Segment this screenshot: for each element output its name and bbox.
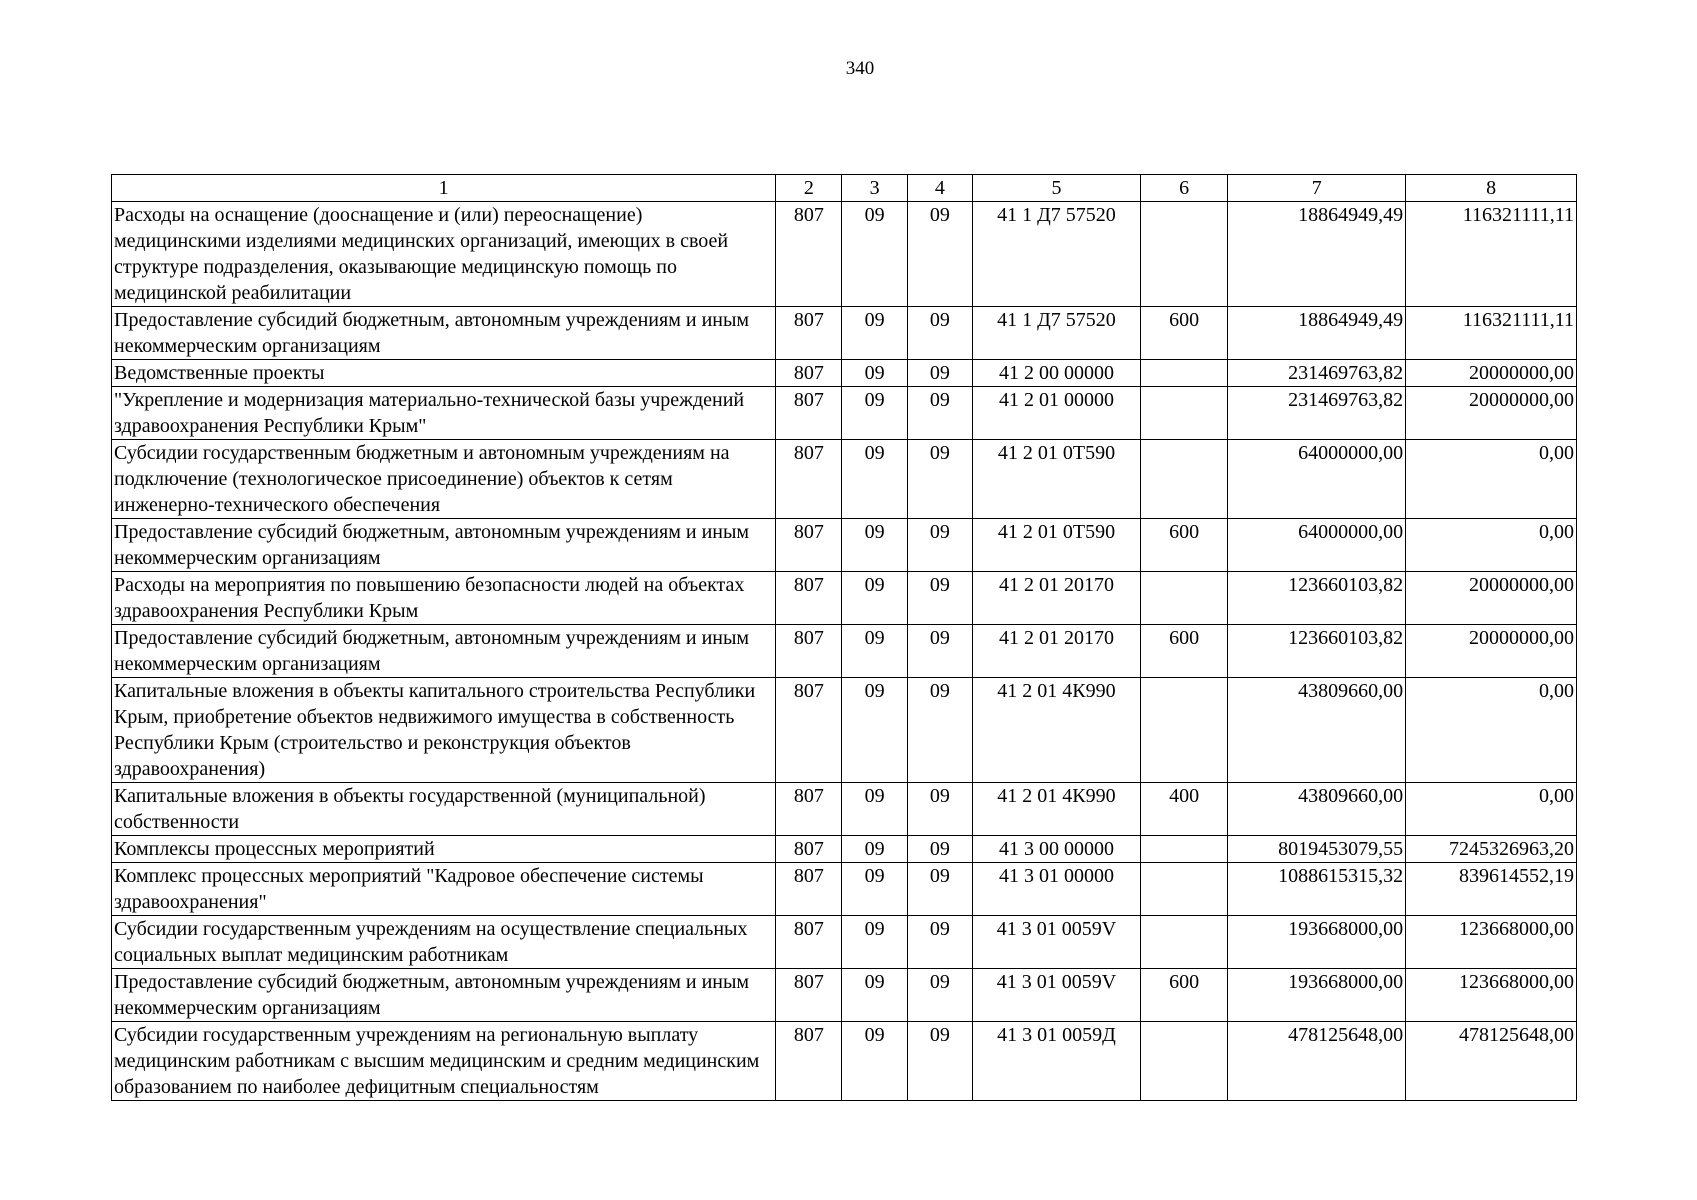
expense-type-cell [1140, 836, 1227, 863]
column-header: 7 [1228, 175, 1406, 202]
section-code-cell: 09 [842, 387, 907, 440]
department-code-cell: 807 [776, 307, 842, 360]
amount-year1-cell: 193668000,00 [1228, 969, 1406, 1022]
expense-type-cell [1140, 916, 1227, 969]
department-code-cell: 807 [776, 836, 842, 863]
expense-type-cell: 400 [1140, 783, 1227, 836]
amount-year2-cell: 0,00 [1406, 678, 1577, 783]
amount-year2-cell: 7245326963,20 [1406, 836, 1577, 863]
amount-year2-cell: 0,00 [1406, 440, 1577, 519]
section-code-cell: 09 [842, 519, 907, 572]
section-code-cell: 09 [842, 307, 907, 360]
expense-type-cell: 600 [1140, 519, 1227, 572]
target-article-cell: 41 3 01 0059Д [973, 1022, 1141, 1101]
amount-year1-cell: 8019453079,55 [1228, 836, 1406, 863]
subsection-code-cell: 09 [907, 783, 972, 836]
department-code-cell: 807 [776, 387, 842, 440]
amount-year2-cell: 839614552,19 [1406, 863, 1577, 916]
expense-name-cell: Предоставление субсидий бюджетным, автономным учреждениям и иным некоммерческим организациям [112, 519, 776, 572]
amount-year2-cell: 123668000,00 [1406, 916, 1577, 969]
amount-year2-cell: 116321111,11 [1406, 307, 1577, 360]
expense-name-cell: Предоставление субсидий бюджетным, автономным учреждениям и иным некоммерческим организациям [112, 625, 776, 678]
department-code-cell: 807 [776, 783, 842, 836]
target-article-cell: 41 2 01 20170 [973, 572, 1141, 625]
table-row [112, 360, 1577, 387]
expense-type-cell [1140, 360, 1227, 387]
section-code-cell: 09 [842, 360, 907, 387]
department-code-cell: 807 [776, 678, 842, 783]
table-row [112, 572, 1577, 625]
department-code-cell: 807 [776, 519, 842, 572]
department-code-cell: 807 [776, 969, 842, 1022]
section-code-cell: 09 [842, 916, 907, 969]
column-header: 5 [973, 175, 1141, 202]
target-article-cell: 41 2 01 4К990 [973, 783, 1141, 836]
section-code-cell: 09 [842, 783, 907, 836]
amount-year2-cell: 478125648,00 [1406, 1022, 1577, 1101]
amount-year2-cell: 20000000,00 [1406, 360, 1577, 387]
expense-type-cell [1140, 678, 1227, 783]
expense-type-cell [1140, 202, 1227, 307]
amount-year1-cell: 64000000,00 [1228, 440, 1406, 519]
expense-name-cell: Субсидии государственным бюджетным и автономным учреждениям на подключение (технологическое присоединение) объектов к сетям инженерно-технического обеспечения [112, 440, 776, 519]
table-row [112, 863, 1577, 916]
subsection-code-cell: 09 [907, 678, 972, 783]
target-article-cell: 41 2 01 00000 [973, 387, 1141, 440]
column-header: 4 [907, 175, 972, 202]
table-row [112, 836, 1577, 863]
expense-name-cell: Капитальные вложения в объекты капитального строительства Республики Крым, приобретение объектов недвижимого имущества в собственность Республики Крым (строительство и реконструкция объектов здравоохранения) [112, 678, 776, 783]
column-header: 3 [842, 175, 907, 202]
section-code-cell: 09 [842, 202, 907, 307]
subsection-code-cell: 09 [907, 387, 972, 440]
section-code-cell: 09 [842, 1022, 907, 1101]
target-article-cell: 41 2 00 00000 [973, 360, 1141, 387]
expense-name-cell: Предоставление субсидий бюджетным, автономным учреждениям и иным некоммерческим организациям [112, 307, 776, 360]
table-row [112, 519, 1577, 572]
target-article-cell: 41 1 Д7 57520 [973, 202, 1141, 307]
section-code-cell: 09 [842, 440, 907, 519]
amount-year1-cell: 1088615315,32 [1228, 863, 1406, 916]
amount-year1-cell: 231469763,82 [1228, 387, 1406, 440]
expense-type-cell [1140, 863, 1227, 916]
subsection-code-cell: 09 [907, 202, 972, 307]
subsection-code-cell: 09 [907, 969, 972, 1022]
target-article-cell: 41 3 00 00000 [973, 836, 1141, 863]
section-code-cell: 09 [842, 572, 907, 625]
amount-year2-cell: 20000000,00 [1406, 572, 1577, 625]
subsection-code-cell: 09 [907, 836, 972, 863]
amount-year2-cell: 20000000,00 [1406, 625, 1577, 678]
expense-type-cell: 600 [1140, 307, 1227, 360]
table-row [112, 969, 1577, 1022]
header-row [112, 175, 1577, 202]
expense-name-cell: "Укрепление и модернизация материально-технической базы учреждений здравоохранения Республики Крым" [112, 387, 776, 440]
table-row [112, 678, 1577, 783]
amount-year2-cell: 123668000,00 [1406, 969, 1577, 1022]
expense-name-cell: Комплексы процессных мероприятий [112, 836, 776, 863]
subsection-code-cell: 09 [907, 519, 972, 572]
department-code-cell: 807 [776, 863, 842, 916]
expense-name-cell: Расходы на мероприятия по повышению безопасности людей на объектах здравоохранения Республики Крым [112, 572, 776, 625]
table-row [112, 440, 1577, 519]
department-code-cell: 807 [776, 360, 842, 387]
section-code-cell: 09 [842, 625, 907, 678]
amount-year1-cell: 18864949,49 [1228, 307, 1406, 360]
amount-year1-cell: 478125648,00 [1228, 1022, 1406, 1101]
department-code-cell: 807 [776, 202, 842, 307]
expense-type-cell: 600 [1140, 625, 1227, 678]
expense-name-cell: Субсидии государственным учреждениям на региональную выплату медицинским работникам с высшим медицинским и средним медицинским образованием по наиболее дефицитным специальностям [112, 1022, 776, 1101]
department-code-cell: 807 [776, 916, 842, 969]
target-article-cell: 41 2 01 0Т590 [973, 519, 1141, 572]
table-row [112, 202, 1577, 307]
target-article-cell: 41 3 01 00000 [973, 863, 1141, 916]
amount-year1-cell: 193668000,00 [1228, 916, 1406, 969]
department-code-cell: 807 [776, 1022, 842, 1101]
target-article-cell: 41 1 Д7 57520 [973, 307, 1141, 360]
section-code-cell: 09 [842, 678, 907, 783]
target-article-cell: 41 2 01 20170 [973, 625, 1141, 678]
subsection-code-cell: 09 [907, 916, 972, 969]
department-code-cell: 807 [776, 625, 842, 678]
expense-type-cell: 600 [1140, 969, 1227, 1022]
amount-year1-cell: 43809660,00 [1228, 678, 1406, 783]
amount-year2-cell: 20000000,00 [1406, 387, 1577, 440]
column-header: 2 [776, 175, 842, 202]
expense-type-cell [1140, 1022, 1227, 1101]
amount-year2-cell: 0,00 [1406, 519, 1577, 572]
section-code-cell: 09 [842, 836, 907, 863]
subsection-code-cell: 09 [907, 307, 972, 360]
table-row [112, 625, 1577, 678]
target-article-cell: 41 3 01 0059V [973, 916, 1141, 969]
amount-year1-cell: 123660103,82 [1228, 625, 1406, 678]
amount-year1-cell: 64000000,00 [1228, 519, 1406, 572]
table-row [112, 1022, 1577, 1101]
subsection-code-cell: 09 [907, 440, 972, 519]
expense-name-cell: Комплекс процессных мероприятий "Кадровое обеспечение системы здравоохранения" [112, 863, 776, 916]
amount-year1-cell: 18864949,49 [1228, 202, 1406, 307]
section-code-cell: 09 [842, 863, 907, 916]
table-row [112, 916, 1577, 969]
expense-name-cell: Капитальные вложения в объекты государственной (муниципальной) собственности [112, 783, 776, 836]
expense-name-cell: Ведомственные проекты [112, 360, 776, 387]
amount-year1-cell: 43809660,00 [1228, 783, 1406, 836]
column-header: 8 [1406, 175, 1577, 202]
amount-year2-cell: 116321111,11 [1406, 202, 1577, 307]
expense-type-cell [1140, 387, 1227, 440]
subsection-code-cell: 09 [907, 625, 972, 678]
amount-year1-cell: 123660103,82 [1228, 572, 1406, 625]
target-article-cell: 41 2 01 0Т590 [973, 440, 1141, 519]
subsection-code-cell: 09 [907, 572, 972, 625]
page-number: 340 [845, 58, 875, 79]
section-code-cell: 09 [842, 969, 907, 1022]
subsection-code-cell: 09 [907, 1022, 972, 1101]
expense-name-cell: Субсидии государственным учреждениям на осуществление специальных социальных выплат медицинским работникам [112, 916, 776, 969]
table-row [112, 307, 1577, 360]
expense-name-cell: Предоставление субсидий бюджетным, автономным учреждениям и иным некоммерческим организациям [112, 969, 776, 1022]
amount-year2-cell: 0,00 [1406, 783, 1577, 836]
department-code-cell: 807 [776, 440, 842, 519]
budget-table [111, 174, 1577, 1101]
expense-type-cell [1140, 572, 1227, 625]
expense-name-cell: Расходы на оснащение (дооснащение и (или) переоснащение) медицинскими изделиями медицинских организаций, имеющих в своей структуре подразделения, оказывающие медицинскую помощь по медицинской реабилитации [112, 202, 776, 307]
target-article-cell: 41 3 01 0059V [973, 969, 1141, 1022]
table-row [112, 783, 1577, 836]
subsection-code-cell: 09 [907, 360, 972, 387]
subsection-code-cell: 09 [907, 863, 972, 916]
target-article-cell: 41 2 01 4К990 [973, 678, 1141, 783]
department-code-cell: 807 [776, 572, 842, 625]
column-header: 1 [112, 175, 776, 202]
expense-type-cell [1140, 440, 1227, 519]
amount-year1-cell: 231469763,82 [1228, 360, 1406, 387]
table-row [112, 387, 1577, 440]
column-header: 6 [1140, 175, 1227, 202]
